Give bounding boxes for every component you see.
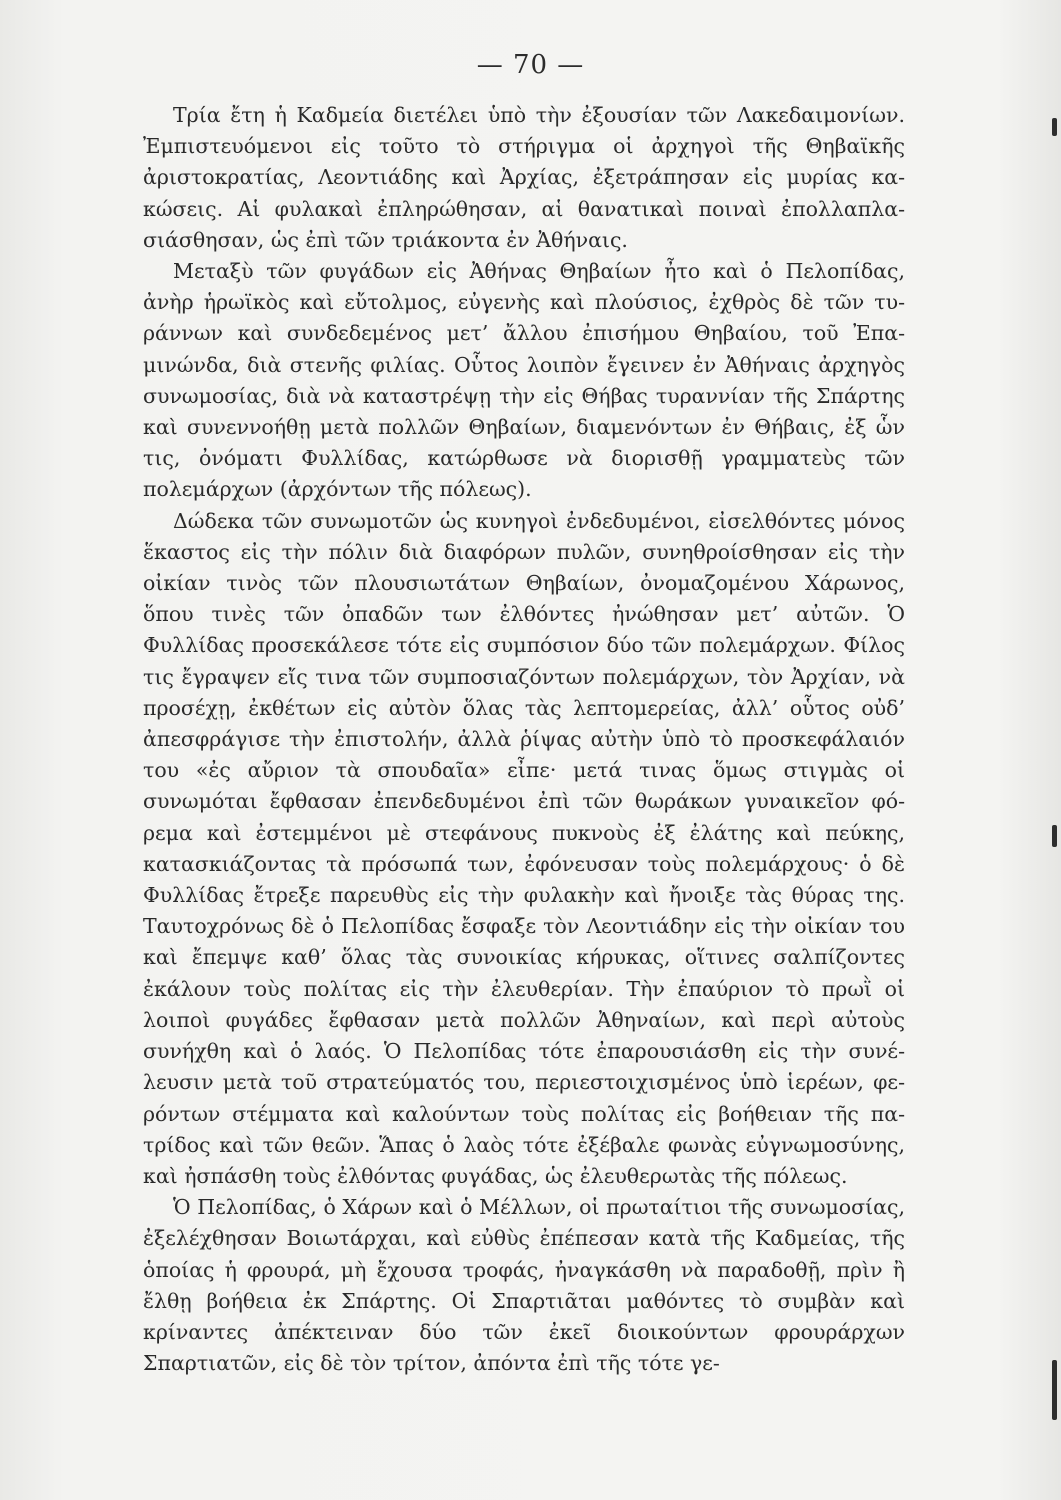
paragraph-2: Μεταξὺ τῶν φυγάδων εἰς Ἀθήνας Θηβαίων ἦτο καὶ ὁ Πελοπίδας, ἀνὴρ ἡρωϊκὸς καὶ εὔτολμος, εὐγενὴς καὶ πλούσιος, ἐχθρὸς δὲ τῶν τυράννων καὶ συνδεδεμένος μετ’ ἄλλου ἐπισήμου Θηβαίου, τοῦ Ἐπαμινώνδα, διὰ στενῆς φιλίας. Οὗτος λοιπὸν ἔγεινεν ἐν Ἀθήναις ἀρχηγὸς συνωμοσίας, διὰ νὰ καταστρέψῃ τὴν εἰς Θήβας τυραννίαν τῆς Σπάρτης καὶ συνεννοήθῃ μετὰ πολλῶν Θηβαίων, διαμενόντων ἐν Θήβαις, ἐξ ὧν τις, ὀνόματι Φυλλίδας, κατώρθωσε νὰ διορισθῇ γραμματεὺς τῶν πολεμάρχων (ἀρχόντων τῆς πόλεως). (143, 259, 905, 502)
page-number: — 70 — (476, 50, 585, 80)
paragraph-1: Τρία ἔτη ἡ Καδμεία διετέλει ὑπὸ τὴν ἐξουσίαν τῶν Λακεδαιμονίων. Ἐμπιστευόμενοι εἰς τοῦτο τὸ στήριγμα οἱ ἀρχηγοὶ τῆς Θηβαϊκῆς ἀριστοκρατίας, Λεοντιάδης καὶ Ἀρχίας, ἐξετράπησαν εἰς μυρίας κακώσεις. Αἱ φυλακαὶ ἐπληρώθησαν, αἱ θανατικαὶ ποιναὶ ἐπολλαπλασιάσθησαν, ὡς ἐπὶ τῶν τριάκοντα ἐν Ἀθήναις. (143, 103, 905, 252)
paragraph-4: Ὁ Πελοπίδας, ὁ Χάρων καὶ ὁ Μέλλων, οἱ πρωταίτιοι τῆς συνωμοσίας, ἐξελέχθησαν Βοιωτάρχαι, καὶ εὐθὺς ἐπέπεσαν κατὰ τῆς Καδμείας, τῆς ὁποίας ἡ φρουρά, μὴ ἔχουσα τροφάς, ἠναγκάσθη νὰ παραδοθῇ, πρὶν ἢ ἔλθῃ βοήθεια ἐκ Σπάρτης. Οἱ Σπαρτιᾶται μαθόντες τὸ συμβὰν καὶ κρίναντες ἀπέκτειναν δύο τῶν ἐκεῖ διοικούντων φρουράρχων Σπαρτιατῶν, εἰς δὲ τὸν τρίτον, ἀπόντα ἐπὶ τῆς τότε γε- (143, 1195, 905, 1376)
scan-edge-mark (1052, 118, 1057, 136)
scan-edge-mark (1052, 1360, 1057, 1420)
paragraph-3: Δώδεκα τῶν συνωμοτῶν ὡς κυνηγοὶ ἐνδεδυμένοι, εἰσελθόντες μόνος ἕκαστος εἰς τὴν πόλιν διὰ διαφόρων πυλῶν, συνηθροίσθησαν εἰς τὴν οἰκίαν τινὸς τῶν πλουσιωτάτων Θηβαίων, ὀνομαζομένου Χάρωνος, ὅπου τινὲς τῶν ὀπαδῶν των ἐλθόντες ἠνώθησαν μετ’ αὐτῶν. Ὁ Φυλλίδας προσεκάλεσε τότε εἰς συμπόσιον δύο τῶν πολεμάρχων. Φίλος τις ἔγραψεν εἴς τινα τῶν συμποσιαζόντων πολεμάρχων, τὸν Ἀρχίαν, νὰ προσέχῃ, ἐκθέτων εἰς αὐτὸν ὅλας τὰς λεπτομερείας, ἀλλ’ οὗτος οὐδ’ ἀπεσφράγισε τὴν ἐπιστολήν, ἀλλὰ ῥίψας αὐτὴν ὑπὸ τὸ προσκεφάλαιόν του «ἐς αὔριον τὰ σπουδαῖα» εἶπε· μετά τινας ὅμως στιγμὰς οἱ συνωμόται ἔφθασαν ἐπενδεδυμένοι ἐπὶ τῶν θωράκων γυναικεῖον φόρεμα καὶ ἐστεμμένοι μὲ στεφάνους πυκνοὺς ἐξ ἐλάτης καὶ πεύκης, κατασκιάζοντας τὰ πρόσωπά των, ἐφόνευσαν τοὺς πολεμάρχους· ὁ δὲ Φυλλίδας ἔτρεξε παρευθὺς εἰς τὴν φυλακὴν καὶ ἤνοιξε τὰς θύρας της. Ταυτοχρόνως δὲ ὁ Πελοπίδας ἔσφαξε τὸν Λεοντιάδην εἰς τὴν οἰκίαν του καὶ ἔπεμψε καθ’ ὅλας τὰς συνοικίας κήρυκας, οἵτινες σαλπίζοντες ἐκάλουν τοὺς πολίτας εἰς τὴν ἐλευθερίαν. Τὴν ἐπαύριον τὸ πρωῒ οἱ λοιποὶ φυγάδες ἔφθασαν μετὰ πολλῶν Ἀθηναίων, καὶ περὶ αὐτοὺς συνήχθη καὶ ὁ λαός. Ὁ Πελοπίδας τότε ἐπαρουσιάσθη εἰς τὴν συνέλευσιν μετὰ τοῦ στρατεύματός του, περιεστοιχισμένος ὑπὸ ἱερέων, φερόντων στέμματα καὶ καλούντων τοὺς πολίτας εἰς βοήθειαν τῆς πατρίδος καὶ τῶν θεῶν. Ἅπας ὁ λαὸς τότε ἐξέβαλε φωνὰς εὐγνωμοσύνης, καὶ ἠσπάσθη τοὺς ἐλθόντας φυγάδας, ὡς ἐλευθερωτὰς τῆς πόλεως. (143, 508, 905, 1188)
scan-edge-mark (1052, 825, 1057, 847)
body-text (143, 100, 905, 1379)
